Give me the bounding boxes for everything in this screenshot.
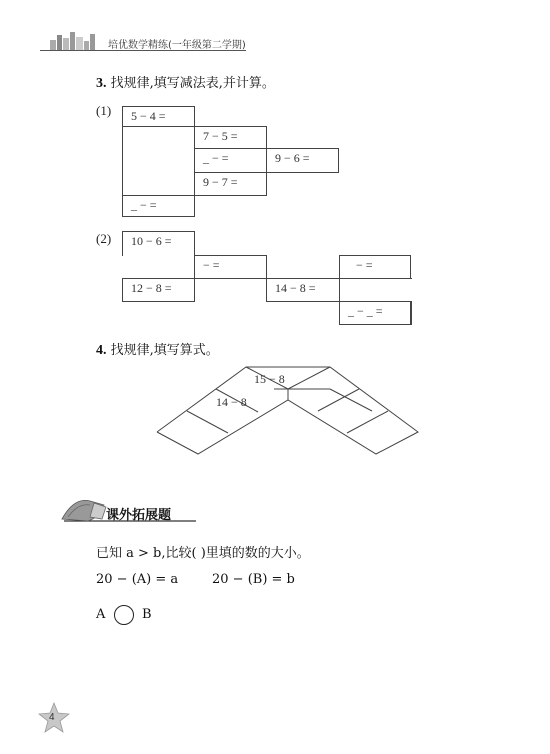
q3-part2-cell-4[interactable]: 12 − 8 = xyxy=(122,278,195,302)
q3-number: 3. xyxy=(96,76,107,91)
q3-part2-cell-1[interactable]: 10 − 6 = xyxy=(122,231,195,256)
q4-title: 找规律,填写算式。 xyxy=(110,343,219,358)
q3-part1-cell-5[interactable]: 9 − 7 = xyxy=(194,172,267,196)
q3-part2-cell-5[interactable]: 14 − 8 = xyxy=(266,278,340,302)
q3-part1-cell-3[interactable]: _ − = xyxy=(194,148,267,173)
extension-equation-a: 20 − (A) = a xyxy=(96,572,179,587)
q3-part2-cell-6[interactable]: _ − _ = xyxy=(339,301,411,325)
q4-heading xyxy=(96,339,219,359)
compare-right: B xyxy=(142,607,152,622)
q3-part1-cell-6[interactable]: _ − = xyxy=(122,195,195,217)
q4-cell-1[interactable]: 15 − 8 xyxy=(254,372,285,386)
compare-left: A xyxy=(96,607,106,622)
q3-part1-label: (1) xyxy=(96,103,112,118)
q4-parallelogram-grid xyxy=(150,360,420,460)
q3-part2-cell-3[interactable]: − = xyxy=(339,255,411,279)
q3-part2-rule xyxy=(339,278,412,279)
q3-part1-cell-1[interactable]: 5 − 4 = xyxy=(122,106,195,127)
q4-number: 4. xyxy=(96,343,107,358)
header-skyline-icon xyxy=(48,30,104,50)
header-title: 培优数学精练(一年级第二学期) xyxy=(108,40,246,51)
section-banner-title: 课外拓展题 xyxy=(106,508,172,523)
q3-part2-right-rule xyxy=(411,301,412,325)
q3-part1-cell-2[interactable]: 7 − 5 = xyxy=(194,126,267,149)
extension-equation-b: 20 − (B) = b xyxy=(212,572,295,587)
q3-heading xyxy=(96,72,275,92)
extension-condition: 已知 a > b,比较( )里填的数的大小。 xyxy=(96,546,310,561)
q3-part2-cell-2[interactable]: − = xyxy=(194,255,267,279)
q3-title: 找规律,填写减法表,并计算。 xyxy=(110,76,275,91)
q3-part1-cell-4[interactable]: 9 − 6 = xyxy=(266,148,339,173)
q3-part2-label: (2) xyxy=(96,231,112,246)
q4-cell-2[interactable]: 14 − 8 xyxy=(216,395,247,409)
compare-circle[interactable] xyxy=(114,605,134,625)
page-number: 4 xyxy=(49,712,55,723)
